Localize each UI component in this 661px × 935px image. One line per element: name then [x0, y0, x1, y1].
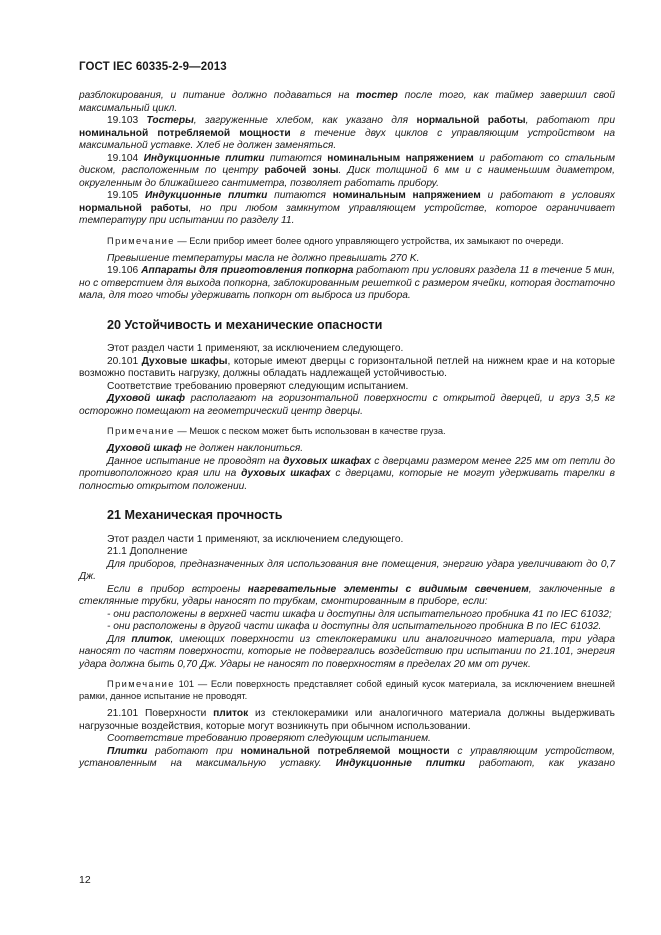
paragraph-oven-tilt — [79, 443, 615, 456]
text-run: в течение двух циклов с управляющим устройством на максимальной уставке. Хлеб не должен заменяться. — [79, 127, 616, 151]
text-run: 21.101 Поверхности — [107, 708, 214, 719]
text-run: Если в прибор встроены — [107, 583, 248, 595]
term-rated-voltage: номинальным напряжением — [332, 190, 481, 201]
note-text: 101 — Если поверхность представляет собой единый кусок материала, за исключением внешней рамки, данное испытание не проводят. — [79, 679, 615, 701]
paragraph-19-106 — [79, 265, 615, 303]
text-run: после того, как таймер завершил свой максимальный цикл. — [79, 90, 616, 114]
term-rated-voltage: номинальным напряжением — [327, 152, 474, 164]
text-run: питаются — [267, 190, 333, 201]
term-hobs: Плитки — [107, 745, 148, 757]
term-oven: Духовой шкаф — [107, 443, 183, 454]
text-run: и работают в условиях — [480, 190, 616, 201]
text-run: , имеющих поверхности из стеклокерамики или аналогичного материала, три удара наносят по частям поверхности, которые не подвергались воздействию при испытании по 21.101, энергия удара должна быть 0,70 Дж. Удары не наносят по поверхностям в пределах 20 мм от ручек. — [79, 633, 615, 670]
term-induction-hobs: Индукционные плитки — [143, 152, 265, 164]
term-induction-hobs: Индукционные плитки — [144, 190, 268, 201]
text-run: , загруженные хлебом, как указано для — [193, 115, 417, 126]
paragraph-outdoor: Для приборов, предназначенных для использования вне помещения, энергию удара увеличивают до 0,7 Дж. — [79, 558, 615, 582]
text-run: с дверцами, которые не могут удерживать тарелки в полностью открытом положении. — [79, 468, 615, 492]
paragraph-21-101 — [79, 708, 615, 733]
section-heading-20: 20 Устойчивость и механические опасности — [107, 317, 383, 332]
text-run: , заключенные в стеклянные трубки, удары наносят по трубкам, смонтированным в приборе, если: — [79, 583, 616, 607]
text-run: и работают со стальным диском, расположенным по центру — [79, 152, 615, 176]
paragraph-21-1: 21.1 Дополнение — [107, 546, 188, 557]
body-text — [79, 90, 615, 771]
standard-header: ГОСТ IEC 60335-2-9—2013 — [79, 61, 227, 73]
paragraph-19-102-end — [79, 90, 615, 115]
note-101 — [79, 678, 615, 702]
paragraph-19-103 — [79, 115, 615, 153]
paragraph-20-101 — [79, 356, 615, 381]
paragraph-21-intro: Этот раздел части 1 применяют, за исключением следующего. — [107, 533, 404, 545]
term-cooking-zone: рабочей зоны — [264, 165, 339, 176]
text-run: , которые имеют дверцы с горизонтальной петлей на нижнем крае и на которые возможно поставить нагрузку, должны обладать надлежащей устойчивостью. — [79, 355, 616, 379]
term-ovens: духовых шкафах — [283, 455, 371, 467]
text-run: не должен наклониться. — [182, 443, 304, 454]
text-run: Данное испытание не проводят на — [107, 455, 284, 467]
section-heading-21: 21 Механическая прочность — [107, 508, 283, 522]
term-hobs: плиток — [213, 708, 249, 719]
term-rated-power-input: номинальной потребляемой мощности — [240, 745, 450, 757]
clause-number: 20.101 — [107, 355, 142, 367]
clause-number: 19.104 — [107, 152, 144, 164]
term-toaster: тостер — [356, 90, 398, 101]
text-run: работают, как указано — [465, 758, 615, 769]
note-label: Примечание — [107, 679, 175, 689]
text-run: питаются — [264, 152, 328, 164]
term-visible-glowing-heating-elements: нагревательные элементы с видимым свечением — [247, 583, 529, 595]
term-normal-operation: нормальной работы — [79, 202, 189, 214]
term-induction-hobs: Индукционные плитки — [335, 758, 466, 769]
term-hobs: плиток — [131, 633, 171, 645]
paragraph-oil-temperature: Превышение температуры масла не должно превышать 270 K. — [107, 252, 420, 264]
clause-number: 19.106 — [107, 265, 142, 276]
note-control-devices — [79, 235, 615, 247]
text-run: из стеклокерамики или аналогичного материала должны выдерживать нагрузочные воздействия, которые могут возникнуть при обычном использовании. — [79, 708, 615, 732]
note-label: Примечание — [107, 235, 175, 246]
paragraph-hob-operation — [79, 746, 615, 771]
clause-number: 19.103 — [107, 115, 147, 126]
paragraph-19-104 — [79, 153, 615, 191]
text-run: Для — [107, 633, 132, 645]
paragraph-test-exclusion — [79, 456, 615, 494]
text-run: работают при условиях раздела 11 в течение 5 мин, но с отверстием для выхода попкорна, заблокированным решеткой с размером ячейки, которая достаточно мала, для того чтобы удерживать попкорн от выброса из прибора. — [79, 265, 615, 301]
paragraph-oven-test — [79, 393, 615, 418]
paragraph-glowing-elements — [79, 584, 615, 609]
clause-number: 19.105 — [107, 190, 145, 201]
text-run: располагают на горизонтальной поверхности с открытой дверцей, и груз 3,5 кг осторожно помещают на геометрический центр дверцы. — [79, 393, 615, 417]
list-item-probe-41: - они расположены в верхней части шкафа и доступны для испытательного пробника 41 по IEC 61032; — [107, 608, 612, 620]
text-run: . Диск толщиной 6 мм и с наименьшим диаметром, округленным до ближайшего сантиметра, позволяет работать прибору. — [79, 165, 615, 189]
note-label: Примечание — [107, 426, 175, 436]
note-sandbag — [79, 425, 615, 437]
paragraph-20-intro: Этот раздел части 1 применяют, за исключением следующего. — [107, 343, 404, 354]
term-oven: Духовой шкаф — [107, 393, 186, 404]
text-run: , но при любом замкнутом управляющем устройстве, которое ограничивает температуру при испытании по разделу 11. — [79, 202, 615, 226]
term-rated-power-input: номинальной потребляемой мощности — [79, 127, 291, 139]
paragraph-compliance: Соответствие требованию проверяют следующим испытанием. — [107, 380, 409, 392]
paragraph-compliance-2: Соответствие требованию проверяют следующим испытанием. — [107, 733, 431, 744]
term-ovens: Духовые шкафы — [141, 355, 228, 367]
term-ovens: духовых шкафах — [241, 468, 331, 479]
note-text: — Если прибор имеет более одного управляющего устройства, их замыкают по очереди. — [174, 235, 564, 246]
note-text: — Мешок с песком может быть использован в качестве груза. — [174, 426, 446, 436]
text-run: с управляющим устройством, установленным на максимальную уставку. — [79, 745, 615, 769]
term-popcorn-makers: Аппараты для приготовления попкорна — [141, 265, 354, 276]
list-item-probe-b: - они расположены в другой части шкафа и доступны для испытательного пробника B по IEC 61032. — [107, 621, 602, 632]
term-normal-operation: нормальной работы — [416, 115, 526, 126]
text-run: с дверцами размером менее 225 мм от петли до противоположного края или на — [79, 455, 615, 479]
page-number: 12 — [79, 874, 91, 886]
text-run: , работают при — [525, 115, 615, 126]
paragraph-19-105 — [79, 190, 615, 228]
paragraph-hob-impacts — [79, 634, 615, 672]
text-run: работают при — [147, 745, 241, 757]
term-toasters: Тостеры — [146, 115, 194, 126]
text-run: разблокирования, и питание должно подаваться на — [79, 90, 357, 101]
